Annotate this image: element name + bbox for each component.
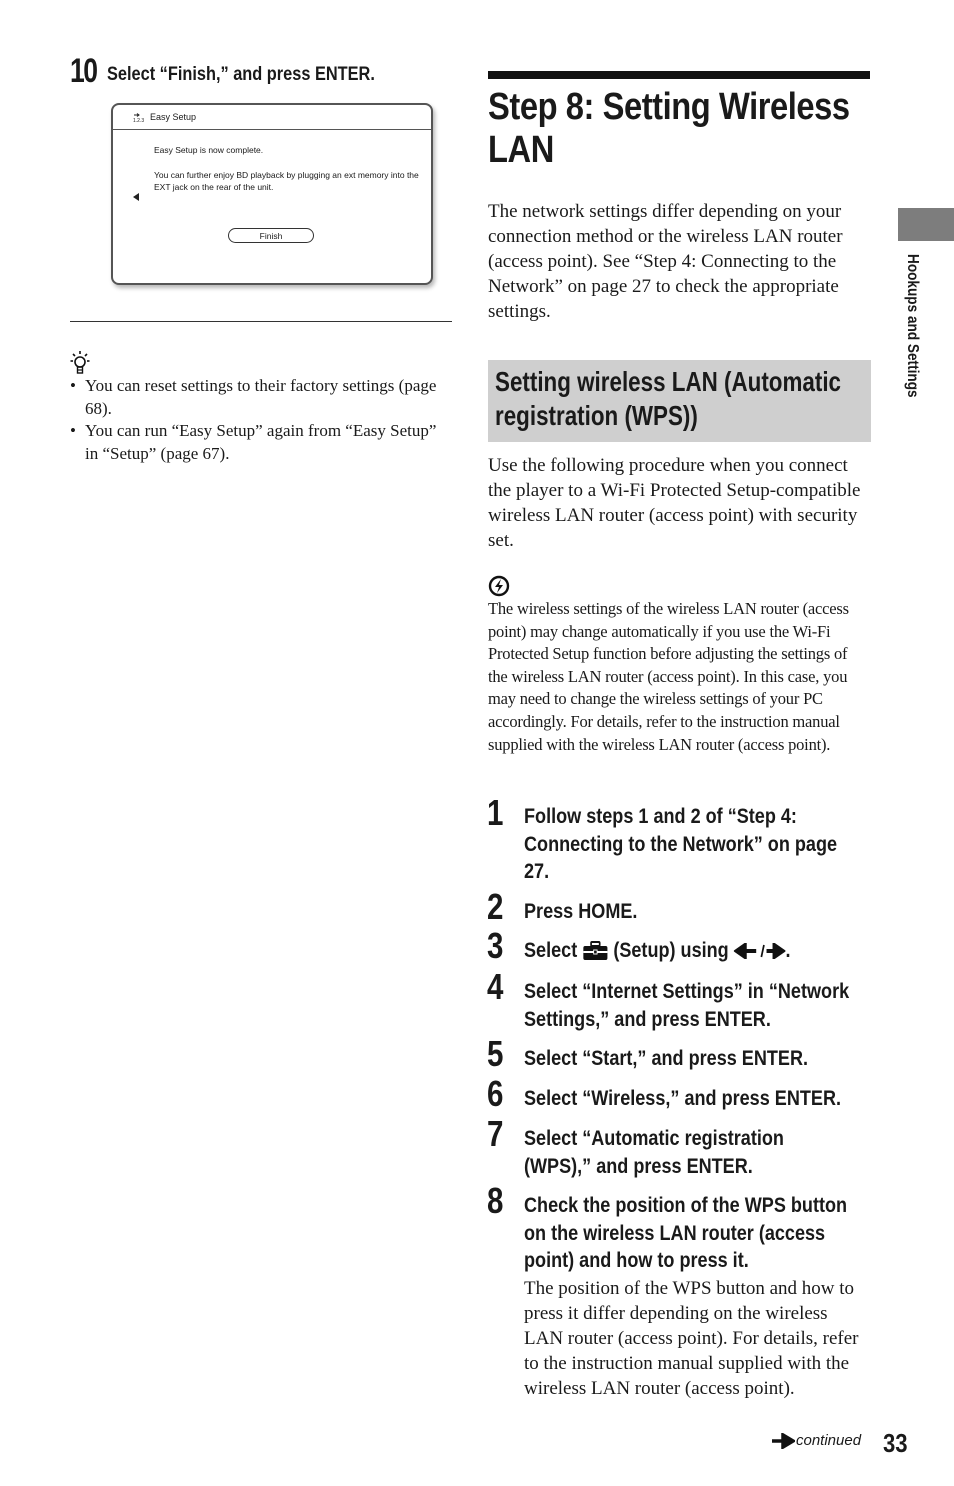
step-8-detail: The position of the WPS button and how to press it differ depending on the wireless LAN router (access point). For details, refer to the instruction manual supplied with the wireless LAN router (access point). (524, 1278, 859, 1399)
finish-button[interactable]: Finish (228, 228, 314, 243)
back-arrow-icon[interactable] (133, 193, 139, 201)
step-number: 5 (487, 1033, 504, 1074)
continued-label: continued (796, 1432, 862, 1449)
step-number: 1 (487, 792, 504, 833)
note-caution-icon (488, 575, 510, 597)
step-instruction (524, 937, 868, 965)
section-tab-marker (898, 208, 954, 241)
section-side-label: Hookups and Settings (904, 254, 921, 398)
page-number: 33 (883, 1428, 908, 1458)
step-instruction: Select “Wireless,” and press ENTER. (524, 1087, 842, 1110)
easy-setup-icon (133, 113, 145, 122)
note-paragraph: The wireless settings of the wireless LAN router (access point) may change automatically if you use the Wi-Fi Protected Setup function before adjusting the settings of the wireless LAN router (access point). In this case, you may need to change the wireless settings of your PC accordingly. For details, refer to the instruction manual supplied with the wireless LAN router (access point). (488, 599, 849, 754)
tip-lightbulb-icon (70, 350, 90, 376)
step-instruction: Follow steps 1 and 2 of “Step 4: Connecting to the Network” on page 27. (524, 805, 838, 883)
step-instruction: Select “Automatic registration (WPS),” and press ENTER. (524, 1127, 784, 1178)
left-right-arrows-icon (734, 943, 786, 959)
step-10-instruction: Select “Finish,” and press ENTER. (107, 64, 375, 85)
screen-message-complete: Easy Setup is now complete. (154, 145, 264, 155)
step-number: 2 (487, 886, 504, 927)
setup-toolbox-icon (582, 941, 608, 961)
svg-text:1.2.3: 1.2.3 (133, 118, 145, 122)
intro-paragraph: The network settings differ depending on your connection method or the wireless LAN router (access point). See “Step 4: Connecting to the Network” on page 27 to check the appropriate settings. (488, 201, 843, 322)
step-instruction: Select “Start,” and press ENTER. (524, 1047, 809, 1070)
easy-setup-screen (111, 103, 433, 285)
step-number: 8 (487, 1180, 504, 1221)
step-number: 7 (487, 1113, 504, 1154)
step-number: 4 (487, 966, 504, 1007)
step-10-number: 10 (70, 52, 97, 90)
step-instruction: Press HOME. (524, 900, 638, 923)
step-instruction: Check the position of the WPS button on the wireless LAN router (access point) and how to press it. (524, 1194, 848, 1272)
procedure-intro: Use the following procedure when you connect the player to a Wi-Fi Protected Setup-compatible wireless LAN router (access point) with security set. (488, 455, 861, 551)
title-rule (488, 71, 870, 79)
step-number: 6 (487, 1073, 504, 1114)
continued-arrow-icon (771, 1433, 795, 1449)
step-3-text-middle: (Setup) using (613, 939, 729, 962)
divider (70, 321, 452, 322)
tips-list (70, 375, 440, 465)
step-3-text-after: . (785, 939, 791, 962)
subheading: Setting wireless LAN (Automatic registration (WPS)) (495, 366, 842, 431)
page-title: Step 8: Setting Wireless LAN (488, 86, 850, 171)
screen-header (113, 105, 431, 130)
tip-item: • You can run “Easy Setup” again from “Easy Setup” in “Setup” (page 67). (70, 420, 440, 465)
step-number: 3 (487, 925, 504, 966)
step-3-text-before: Select (524, 939, 578, 962)
screen-message-ext-memory: You can further enjoy BD playback by plugging an ext memory into the EXT jack on the rear of the unit. (154, 170, 419, 192)
step-instruction: Select “Internet Settings” in “Network Settings,” and press ENTER. (524, 980, 850, 1031)
tip-item: • You can reset settings to their factory settings (page 68). (70, 375, 440, 420)
screen-title: Easy Setup (150, 112, 197, 122)
